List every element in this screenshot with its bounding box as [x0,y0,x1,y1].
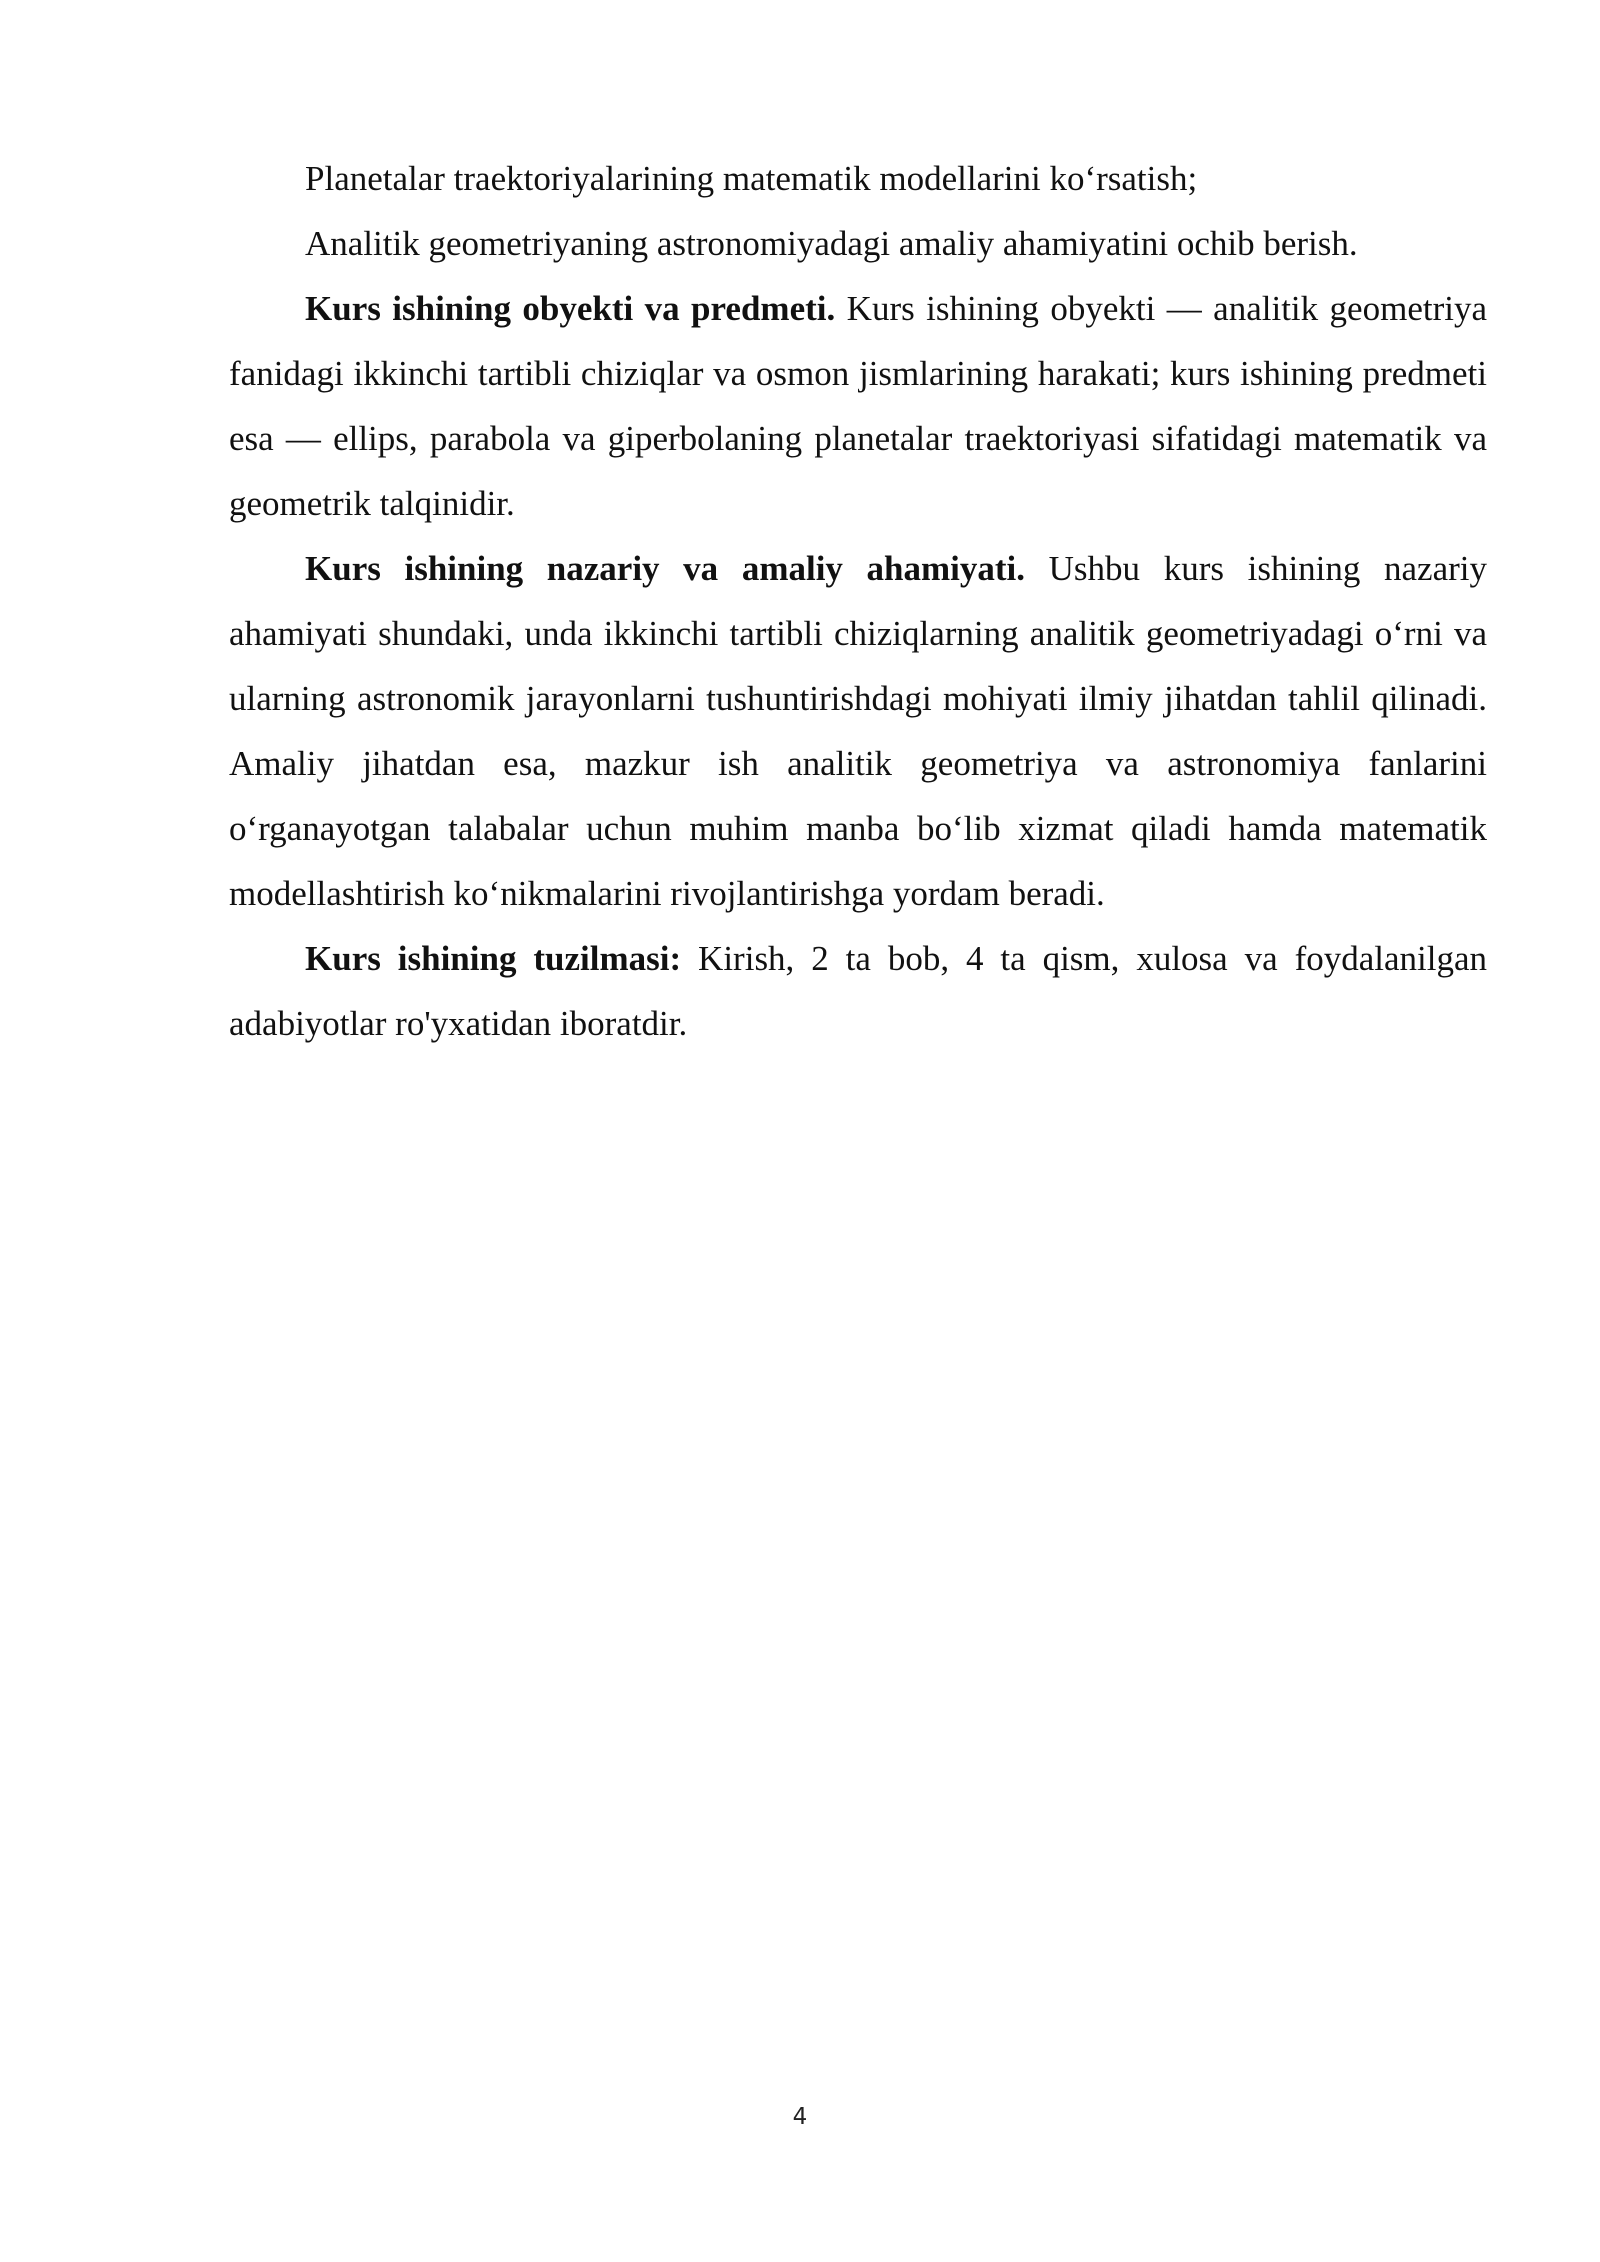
paragraph-heading: Kurs ishining obyekti va predmeti. [305,289,836,328]
body-text [229,146,1487,1056]
paragraph-text: Kurs ishining obyekti — analitik geometriya fanidagi ikkinchi tartibli chiziqlar va osmon jismlarining harakati; kurs ishining predmeti esa — ellips, parabola va giperbolaning planetalar traektoriyasi sifatidagi matematik va geometrik talqinidir. [229,289,1487,523]
objective-paragraph-2 [229,211,1487,276]
structure-paragraph [229,926,1487,1056]
significance-paragraph [229,536,1487,926]
paragraph-heading: Kurs ishining nazariy va amaliy ahamiyati. [305,549,1026,588]
paragraph-text: Kirish, 2 ta bob, 4 ta qism, xulosa va foydalanilgan adabiyotlar ro'yxatidan iboratdir. [229,939,1488,1043]
paragraph-text: Ushbu kurs ishining nazariy ahamiyati shundaki, unda ikkinchi tartibli chiziqlarning analitik geometriyadagi o‘rni va ularning astronomik jarayonlarni tushuntirishdagi mohiyati ilmiy jihatdan tahlil qilinadi. Amaliy jihatdan esa, mazkur ish analitik geometriya va astronomiya fanlarini o‘rganayotgan talabalar uchun muhim manba bo‘lib xizmat qiladi hamda matematik modellashtirish ko‘nikmalarini rivojlantirishga yordam beradi. [229,549,1488,913]
paragraph-text: Planetalar traektoriyalarining matematik modellarini ko‘rsatish; [305,159,1198,198]
paragraph-text: Analitik geometriyaning astronomiyadagi amaliy ahamiyatini ochib berish. [305,224,1358,263]
object-subject-paragraph [229,276,1487,536]
paragraph-heading: Kurs ishining tuzilmasi: [305,939,682,978]
objective-paragraph-1 [229,146,1487,211]
page-number: 4 [792,2104,808,2130]
